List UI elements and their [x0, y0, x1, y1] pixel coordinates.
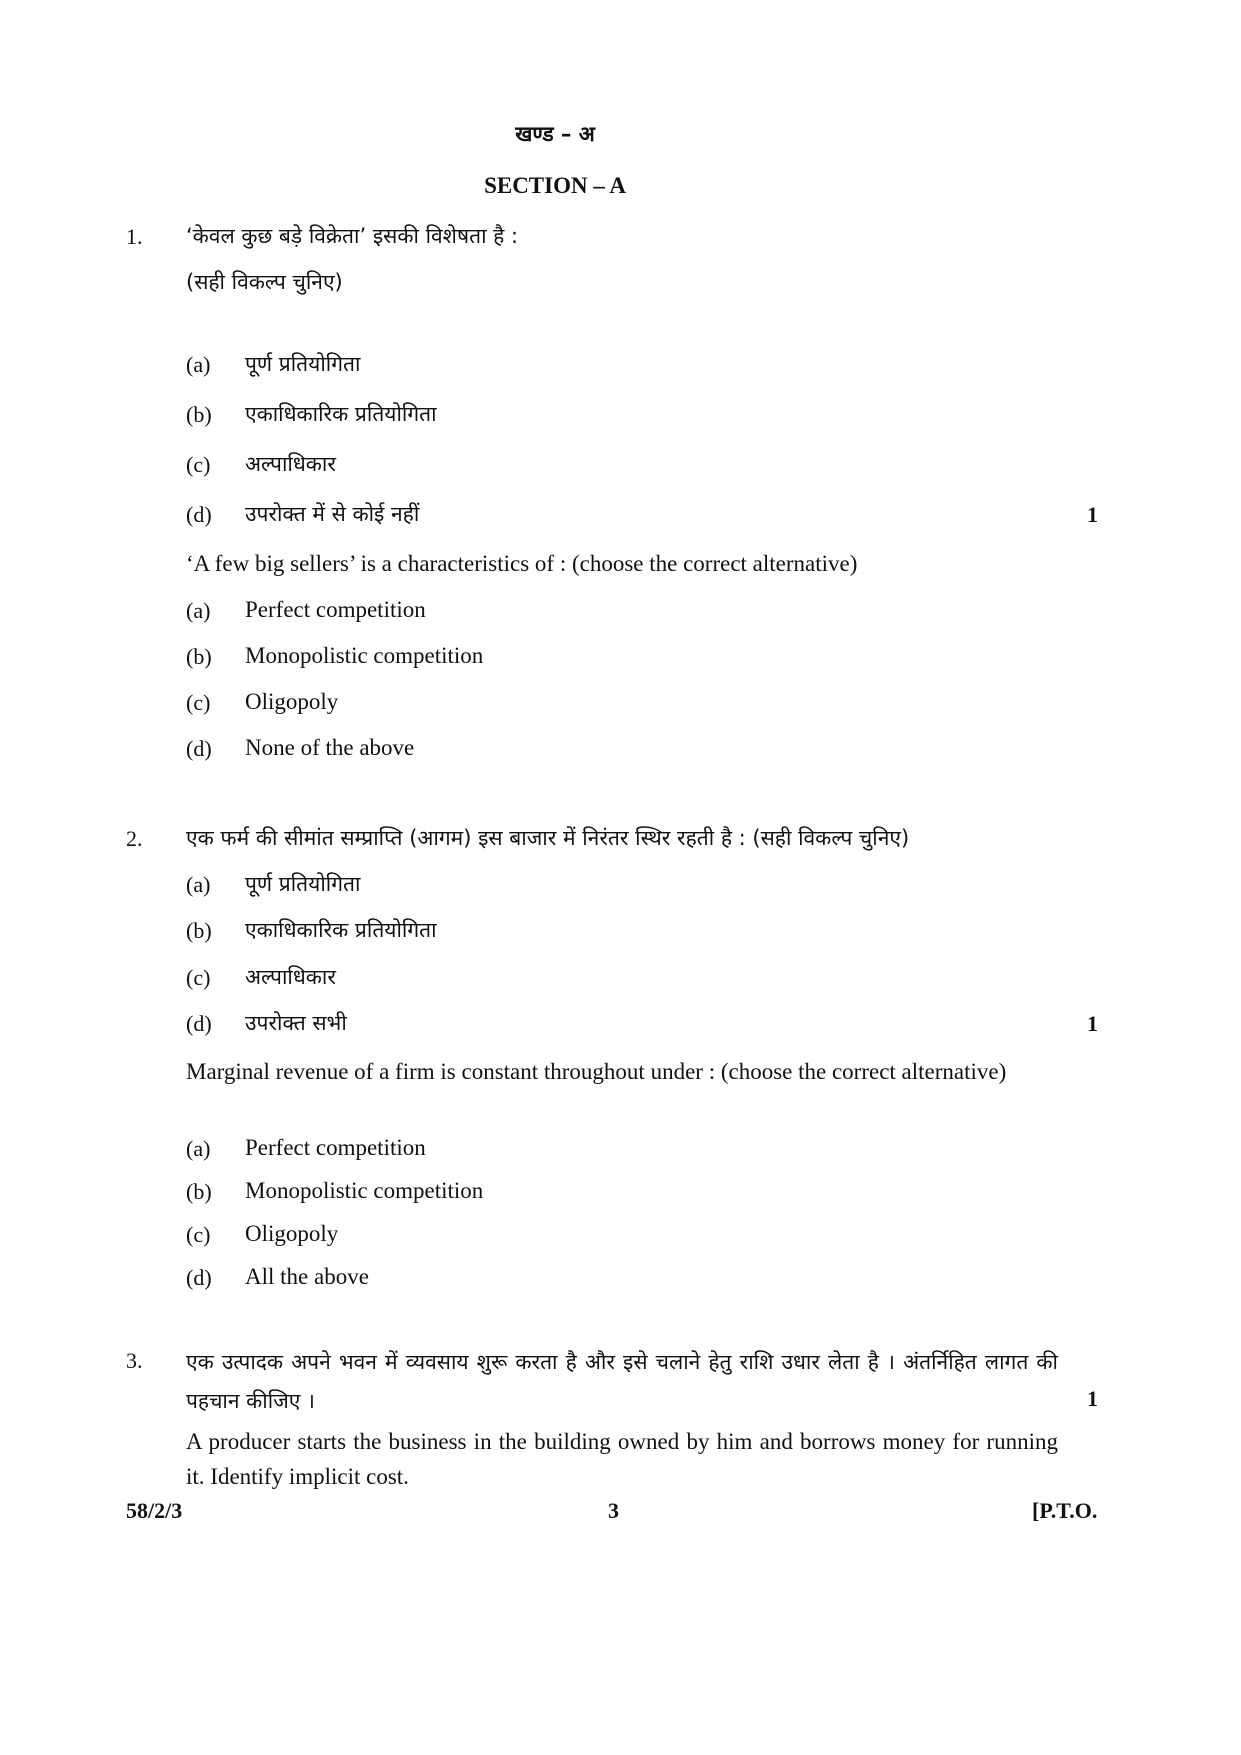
option-text-english: Perfect competition: [245, 1135, 426, 1160]
option-label: (d): [186, 1265, 212, 1290]
option-text-hindi: पूर्ण प्रतियोगिता: [245, 872, 361, 896]
pto-label: [P.T.O.: [1032, 1498, 1098, 1523]
section-heading-hindi: खण्ड – अ: [515, 122, 595, 146]
option-label: (b): [186, 1179, 212, 1204]
option-label: (a): [186, 872, 211, 897]
option-text-hindi: अल्पाधिकार: [245, 452, 336, 476]
option-label: (d): [186, 736, 212, 761]
option-label: (d): [186, 1011, 212, 1036]
option-text-english: None of the above: [245, 735, 415, 760]
option-text-english: Perfect competition: [245, 597, 426, 622]
option-label: (b): [186, 402, 212, 427]
question-text-english: Marginal revenue of a firm is constant throughout under : (choose the correct alternative): [186, 1059, 1007, 1084]
option-text-hindi: अल्पाधिकार: [245, 965, 336, 989]
question-text-hindi: एक फर्म की सीमांत सम्प्राप्ति (आगम) इस बाजार में निरंतर स्थिर रहती है : (सही विकल्प चुनिए): [186, 826, 910, 850]
option-label: (a): [186, 352, 211, 377]
question-number: 2.: [126, 826, 143, 851]
option-text-hindi: उपरोक्त सभी: [245, 1011, 347, 1035]
marks: 1: [1087, 1011, 1098, 1036]
option-label: (b): [186, 644, 212, 669]
option-text-english: Oligopoly: [245, 689, 339, 714]
question-text-english: ‘A few big sellers’ is a characteristics of : (choose the correct alternative): [186, 551, 858, 576]
option-label: (b): [186, 918, 212, 943]
option-label: (c): [186, 965, 211, 990]
marks: 1: [1087, 502, 1098, 527]
question-text-english: A producer starts the business in the building owned by him and borrows money for running it. Identify implicit cost.: [186, 1429, 1058, 1489]
option-text-english: Oligopoly: [245, 1221, 339, 1246]
option-label: (c): [186, 452, 211, 477]
question-text-hindi: एक उत्पादक अपने भवन में व्यवसाय शुरू करता है और इसे चलाने हेतु राशि उधार लेता है । अंतर्निहित लागत की पहचान कीजिए ।: [186, 1350, 1058, 1413]
question-number: 1.: [126, 224, 143, 249]
option-text-english: All the above: [245, 1264, 369, 1289]
option-label: (a): [186, 1136, 211, 1161]
option-text-hindi: उपरोक्त में से कोई नहीं: [245, 502, 420, 526]
option-label: (d): [186, 502, 212, 527]
paper-code: 58/2/3: [126, 1498, 183, 1523]
option-text-hindi: एकाधिकारिक प्रतियोगिता: [245, 918, 437, 942]
option-label: (a): [186, 598, 211, 623]
option-text-english: Monopolistic competition: [245, 1178, 484, 1203]
page-number: 3: [608, 1498, 619, 1523]
option-label: (c): [186, 1222, 211, 1247]
option-text-english: Monopolistic competition: [245, 643, 484, 668]
option-label: (c): [186, 690, 211, 715]
question-number: 3.: [126, 1348, 143, 1373]
option-text-hindi: पूर्ण प्रतियोगिता: [245, 352, 361, 376]
question-instruction-hindi: (सही विकल्प चुनिए): [186, 270, 343, 294]
option-text-hindi: एकाधिकारिक प्रतियोगिता: [245, 402, 437, 426]
question-text-hindi: ‘केवल कुछ बड़े विक्रेता’ इसकी विशेषता है :: [186, 224, 519, 248]
section-heading-english: SECTION – A: [484, 173, 626, 198]
marks: 1: [1087, 1386, 1098, 1411]
